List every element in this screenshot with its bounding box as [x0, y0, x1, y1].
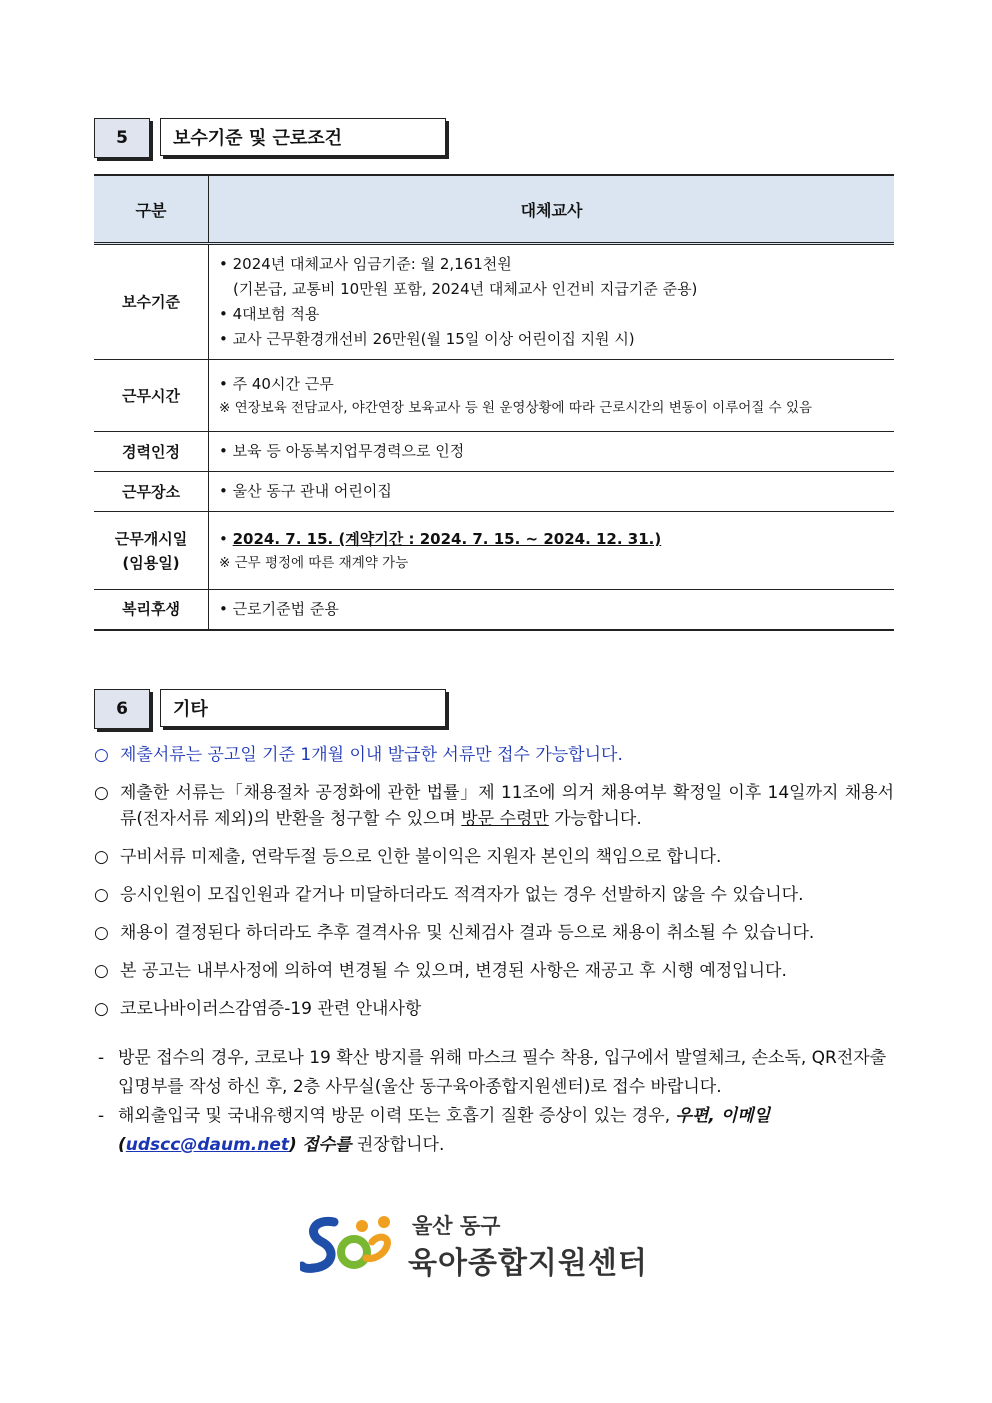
- item-text: 방문 접수의 경우, 코로나 19 확산 방지를 위해 마스크 필수 착용, 입구에서 발열체크, 손소독, QR전자출입명부를 작성 하신 후, 2층 사무실(울산 동구육아종합지원센터)로 접수 바랍니다.: [118, 1048, 887, 1097]
- table-row: [94, 512, 894, 590]
- item-text: [120, 780, 894, 832]
- item-text: 응시인원이 모집인원과 같거나 미달하더라도 적격자가 없는 경우 선발하지 않을 수 있습니다.: [120, 885, 804, 905]
- list-item: [98, 1044, 898, 1102]
- table-row: [94, 590, 894, 630]
- logo-title: 육아종합지원센터: [408, 1246, 648, 1281]
- item-text: 채용이 결정된다 하더라도 추후 결격사유 및 신체검사 결과 등으로 채용이 취소될 수 있습니다.: [120, 923, 815, 943]
- row-note: ※ 연장보육 전담교사, 야간연장 보육교사 등 원 운영상황에 따라 근로시간의 변동이 이루어질 수 있음: [219, 400, 813, 416]
- section-5-header: [94, 118, 446, 158]
- circle-bullet-icon: ○: [94, 745, 109, 765]
- row-content: [209, 244, 895, 360]
- list-item: • 주 40시간 근무: [219, 372, 886, 397]
- row-label: 경력인정: [94, 432, 209, 472]
- list-item: [94, 996, 894, 1022]
- row-content: [209, 590, 895, 630]
- dash-bullet: -: [98, 1048, 105, 1068]
- conditions-table: [94, 174, 894, 631]
- item-text-part: 가능합니다.: [548, 809, 642, 829]
- list-item: (기본급, 교통비 10만원 포함, 2024년 대체교사 인건비 지급기준 준용): [233, 280, 698, 298]
- email-link[interactable]: udscc@daum.net: [125, 1135, 289, 1155]
- section-title: 보수기준 및 근로조건: [160, 118, 446, 156]
- dash-bullet: -: [98, 1106, 105, 1126]
- paren-close: ): [289, 1135, 297, 1155]
- list-item: • 근로기준법 준용: [219, 597, 886, 622]
- header-category: 구분: [94, 175, 209, 244]
- list-item: • 보육 등 아동복지업무경력으로 인정: [219, 439, 886, 464]
- paren-open: (: [118, 1135, 126, 1155]
- list-item: • 2024년 대체교사 임금기준: 월 2,161천원: [219, 252, 886, 277]
- section-6-header: [94, 689, 446, 729]
- row-label: 근무장소: [94, 472, 209, 512]
- list-item: • 울산 동구 관내 어린이집: [219, 479, 886, 504]
- row-content: [209, 512, 895, 590]
- row-content: [209, 360, 895, 432]
- row-content: [209, 472, 895, 512]
- item-text-part: 권장합니다.: [351, 1135, 445, 1155]
- item-text: 구비서류 미제출, 연락두절 등으로 인한 불이익은 지원자 본인의 책임으로 합니다.: [120, 847, 722, 867]
- list-item: • 2024. 7. 15. (계약기간 : 2024. 7. 15. ~ 2024. 12. 31.): [219, 530, 662, 548]
- circle-bullet-icon: ○: [94, 923, 109, 943]
- item-text: [118, 1102, 770, 1160]
- circle-bullet-icon: ○: [94, 783, 109, 803]
- list-item: • 교사 근무환경개선비 26만원(월 15일 이상 어린이집 지원 시): [219, 327, 886, 352]
- row-content: [209, 432, 895, 472]
- center-logo: [300, 1208, 660, 1280]
- header-substitute-teacher: 대체교사: [209, 175, 895, 244]
- row-label: [94, 512, 209, 590]
- row-note: ※ 근무 평정에 따른 재계약 가능: [219, 555, 409, 571]
- item-text-part: 제출한 서류는「채용절차 공정화에 관한 법률」제 11조에 의거 채용여부 확정일 이후 14일까지 채용서류(전자서류 제외)의 반환을 청구할 수 있으며: [120, 783, 894, 829]
- row-label-line: (임용일): [122, 553, 180, 572]
- table-row: [94, 360, 894, 432]
- item-text-part: 해외출입국 및 국내유행지역 방문 이력 또는 호흡기 질환 증상이 있는 경우,: [118, 1106, 676, 1126]
- row-label: 근무시간: [94, 360, 209, 432]
- list-item: [94, 920, 894, 946]
- section-number: 5: [94, 118, 150, 158]
- circle-bullet-icon: ○: [94, 961, 109, 981]
- list-item: [94, 844, 894, 870]
- row-label: 복리후생: [94, 590, 209, 630]
- circle-bullet-icon: ○: [94, 999, 109, 1019]
- emphasis-text: 우편, 이메일: [675, 1106, 771, 1126]
- list-item: • 4대보험 적용: [219, 302, 886, 327]
- section-number: 6: [94, 689, 150, 729]
- row-label: 보수기준: [94, 244, 209, 360]
- section-title: 기타: [160, 689, 446, 727]
- list-item: [94, 882, 894, 908]
- list-item: [94, 958, 894, 984]
- item-text: 본 공고는 내부사정에 의하여 변경될 수 있으며, 변경된 사항은 재공고 후 시행 예정입니다.: [120, 961, 787, 981]
- list-item: [98, 1102, 898, 1160]
- table-row: [94, 472, 894, 512]
- list-item: [94, 742, 894, 768]
- item-text: 코로나바이러스감염증-19 관련 안내사항: [120, 999, 422, 1019]
- notice-list: [94, 742, 894, 1034]
- table-row: [94, 244, 894, 360]
- logo-subtitle: 울산 동구: [412, 1214, 501, 1238]
- circle-bullet-icon: ○: [94, 885, 109, 905]
- covid-notice-list: [98, 1044, 898, 1160]
- table-header-row: [94, 175, 894, 244]
- row-label-line: 근무개시일: [114, 529, 188, 548]
- item-text: 제출서류는 공고일 기준 1개월 이내 발급한 서류만 접수 가능합니다.: [120, 745, 623, 765]
- circle-bullet-icon: ○: [94, 847, 109, 867]
- emphasis-text: 접수를: [302, 1135, 352, 1155]
- table-row: [94, 432, 894, 472]
- start-date: 2024. 7. 15. (계약기간 : 2024. 7. 15. ~ 2024. 12. 31.): [232, 530, 662, 548]
- list-item: [94, 780, 894, 832]
- underlined-text: 방문 수령만: [461, 809, 549, 829]
- logo-mark-icon: [300, 1208, 410, 1280]
